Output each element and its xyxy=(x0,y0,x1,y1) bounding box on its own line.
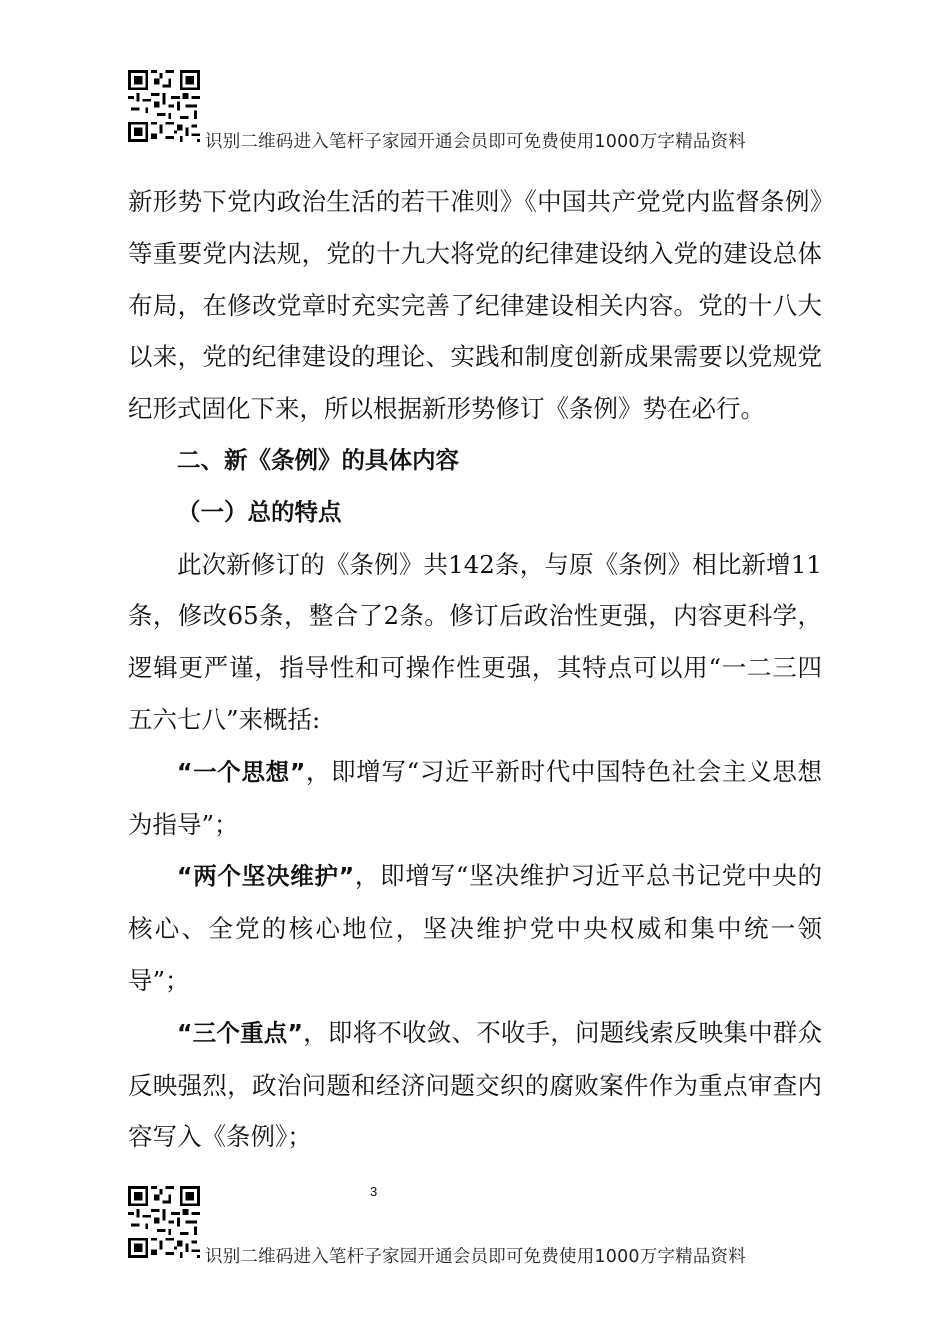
item-text: ，即增写“习近平新时代中国特色社会主义思想为指导”； xyxy=(128,756,823,839)
header-banner: 识别二维码进入笔杆子家园开通会员即可免费使用1000万字精品资料 xyxy=(205,132,746,152)
qr-code-icon xyxy=(128,1186,200,1258)
item-keyword: “一个思想” xyxy=(177,757,306,786)
item-keyword: “两个坚决维护” xyxy=(177,862,355,891)
paragraph: 此次新修订的《条例》共142条，与原《条例》相比新增11条，修改65条，整合了2条。修订后政治性更强，内容更科学，逻辑更严谨，指导性和可操作性更强，其特点可以用“一二三四五六七八”来概括: xyxy=(128,549,822,734)
paragraph: 新形势下党内政治生活的若干准则》《中国共产党党内监督条例》等重要党内法规，党的十九大将党的纪律建设纳入党的建设总体布局，在修改党章时充实完善了纪律建设相关内容。党的十八大以来，党的纪律建设的理论、实践和制度创新成果需要以党规党纪形式固化下来，所以根据新形势修订《条例》势在必行。 xyxy=(128,187,822,424)
qr-code-icon xyxy=(128,70,200,142)
item-keyword: “三个重点” xyxy=(177,1018,303,1047)
document-body xyxy=(128,176,822,1163)
section-heading: 二、新《条例》的具体内容 xyxy=(177,445,459,474)
page-number: 3 xyxy=(370,1184,378,1199)
subsection-heading: （一）总的特点 xyxy=(177,497,342,526)
list-item xyxy=(128,746,822,851)
list-item xyxy=(128,850,822,1006)
footer-banner: 识别二维码进入笔杆子家园开通会员即可免费使用1000万字精品资料 xyxy=(205,1247,746,1267)
list-item xyxy=(128,1007,822,1163)
item-text: ，即增写“坚决维护习近平总书记党中央的核心、全党的核心地位，坚决维护党中央权威和集中统一领导”； xyxy=(128,861,823,995)
item-text: ，即将不收敛、不收手，问题线索反映集中群众反映强烈，政治问题和经济问题交织的腐败案件作为重点审查内容写入《条例》； xyxy=(128,1017,822,1152)
